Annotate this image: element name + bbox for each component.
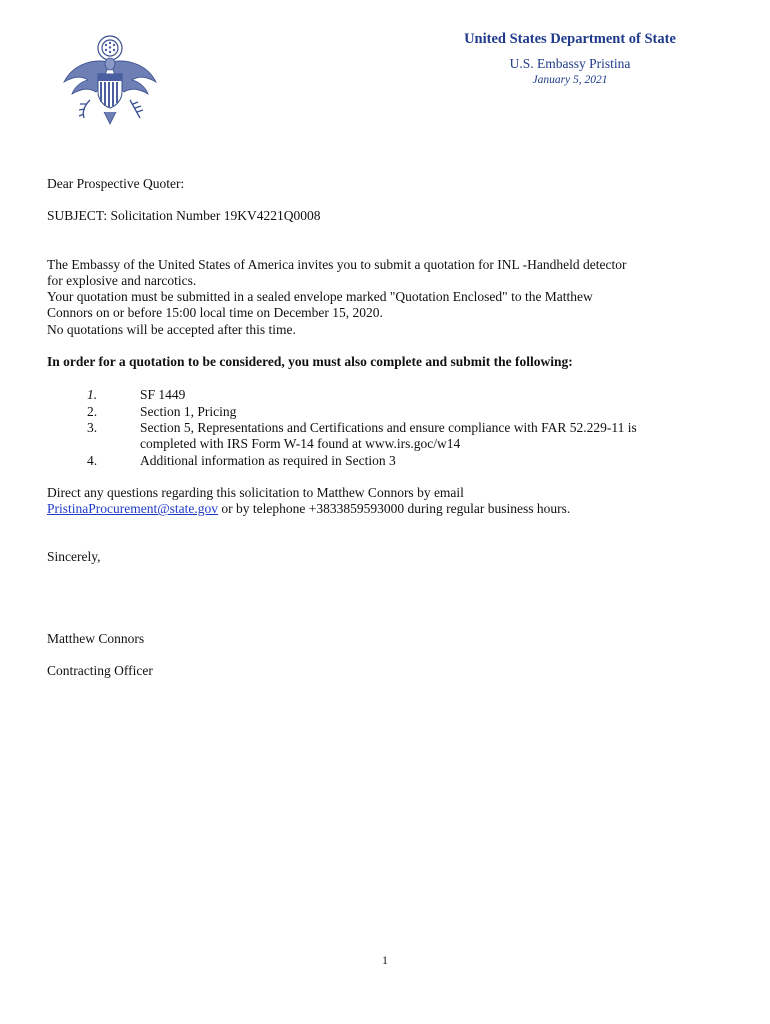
- list-item-text: SF 1449: [140, 387, 186, 403]
- embassy-name: U.S. Embassy Pristina: [509, 56, 631, 71]
- letterhead: [370, 30, 770, 86]
- signer-title: Contracting Officer: [47, 663, 153, 679]
- list-item-text: Section 1, Pricing: [140, 403, 237, 419]
- closing: Sincerely,: [47, 549, 101, 565]
- requirements-list: [47, 387, 737, 468]
- list-item: [47, 420, 737, 453]
- list-item-text: Section 5, Representations and Certifications and ensure compliance with FAR 52.229-11 is: [140, 419, 637, 435]
- deadline-note: No quotations will be accepted after this time.: [47, 321, 296, 337]
- great-seal-eagle-icon: [60, 30, 160, 130]
- letter-date: January 5, 2021: [532, 74, 608, 86]
- list-item-number: 1.: [87, 387, 98, 403]
- signer-name: Matthew Connors: [47, 630, 145, 646]
- contact-email-link[interactable]: PristinaProcurement@state.gov: [47, 501, 219, 517]
- requirements-heading: In order for a quotation to be considered, you must also complete and submit the following:: [47, 354, 573, 370]
- list-item-number: 4.: [87, 452, 98, 468]
- subject-line: SUBJECT: Solicitation Number 19KV4221Q0008: [47, 208, 321, 224]
- invitation-line-2: for explosive and narcotics.: [47, 272, 197, 288]
- list-item: [47, 387, 737, 403]
- contact-phone-text: or by telephone +3833859593000 during regular business hours.: [218, 501, 571, 517]
- letter-body: [47, 176, 737, 679]
- page-number: 1: [382, 955, 388, 967]
- contact-line-1: Direct any questions regarding this solicitation to Matthew Connors by email: [47, 484, 464, 500]
- salutation: Dear Prospective Quoter:: [47, 176, 185, 191]
- list-item: [47, 404, 737, 420]
- submission-line-2: Connors on or before 15:00 local time on December 15, 2020.: [47, 305, 383, 321]
- invitation-line-1: The Embassy of the United States of America invites you to submit a quotation for INL -Handheld detector: [47, 256, 627, 272]
- list-item: [47, 453, 737, 469]
- submission-line-1: Your quotation must be submitted in a sealed envelope marked "Quotation Enclosed" to the Matthew: [47, 289, 593, 305]
- list-item-number: 3.: [87, 419, 98, 435]
- list-item-text: Additional information as required in Section 3: [140, 452, 396, 468]
- department-name: United States Department of State: [464, 31, 676, 47]
- list-item-number: 2.: [87, 403, 98, 419]
- list-item-text-continued: completed with IRS Form W-14 found at www.irs.goc/w14: [140, 436, 461, 452]
- contact-line-2: [47, 501, 737, 517]
